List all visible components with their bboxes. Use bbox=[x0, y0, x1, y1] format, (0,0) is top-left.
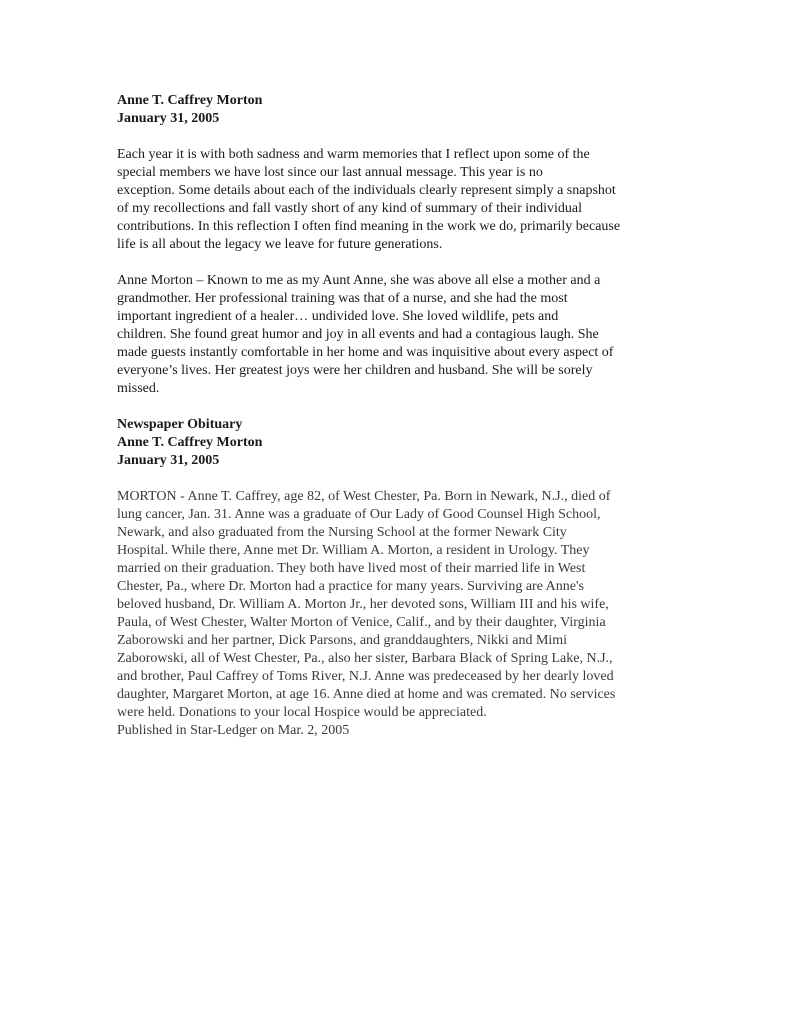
spacer bbox=[117, 398, 677, 416]
obituary-line: Hospital. While there, Anne met Dr. William A. Morton, a resident in Urology. They bbox=[117, 543, 590, 558]
intro-line: of my recollections and fall vastly short of any kind of summary of their individual bbox=[117, 201, 583, 216]
tribute-line: important ingredient of a healer… undivided love. She loved wildlife, pets and bbox=[117, 309, 559, 324]
intro-line: Each year it is with both sadness and warm memories that I reflect upon some of the bbox=[117, 147, 590, 162]
obituary-line: beloved husband, Dr. William A. Morton Jr., her devoted sons, William III and his wife, bbox=[117, 597, 609, 612]
obituary-paragraph bbox=[117, 488, 677, 722]
obituary-line: were held. Donations to your local Hospice would be appreciated. bbox=[117, 705, 487, 720]
obituary-date: January 31, 2005 bbox=[117, 453, 220, 468]
obituary-line: and brother, Paul Caffrey of Toms River, N.J. Anne was predeceased by her dearly loved bbox=[117, 669, 614, 684]
obituary-line: MORTON - Anne T. Caffrey, age 82, of West Chester, Pa. Born in Newark, N.J., died of bbox=[117, 489, 611, 504]
tribute-line: made guests instantly comfortable in her home and was inquisitive about every aspect of bbox=[117, 345, 614, 360]
intro-line: special members we have lost since our last annual message. This year is no bbox=[117, 165, 543, 180]
obituary-line: daughter, Margaret Morton, at age 16. Anne died at home and was cremated. No services bbox=[117, 687, 616, 702]
obituary-line: Newark, and also graduated from the Nursing School at the former Newark City bbox=[117, 525, 567, 540]
obituary-line: lung cancer, Jan. 31. Anne was a graduate of Our Lady of Good Counsel High School, bbox=[117, 507, 601, 522]
obituary-line: married on their graduation. They both have lived most of their married life in West bbox=[117, 561, 586, 576]
spacer bbox=[117, 128, 677, 146]
obituary-line: Zaborowski and her partner, Dick Parsons, and granddaughters, Nikki and Mimi bbox=[117, 633, 568, 648]
tribute-line: children. She found great humor and joy in all events and had a contagious laugh. She bbox=[117, 327, 599, 342]
document-page bbox=[117, 92, 677, 740]
spacer bbox=[117, 470, 677, 488]
obituary-label: Newspaper Obituary bbox=[117, 417, 243, 432]
published-note: Published in Star-Ledger on Mar. 2, 2005 bbox=[117, 723, 350, 738]
header-date: January 31, 2005 bbox=[117, 111, 220, 126]
tribute-line: everyone’s lives. Her greatest joys were her children and husband. She will be sorely bbox=[117, 363, 593, 378]
obituary-line: Zaborowski, all of West Chester, Pa., also her sister, Barbara Black of Spring Lake, N.J., bbox=[117, 651, 613, 666]
obituary-name: Anne T. Caffrey Morton bbox=[117, 435, 263, 450]
obituary-line: Paula, of West Chester, Walter Morton of Venice, Calif., and by their daughter, Virginia bbox=[117, 615, 606, 630]
spacer bbox=[117, 254, 677, 272]
tribute-line: grandmother. Her professional training was that of a nurse, and she had the most bbox=[117, 291, 568, 306]
tribute-line: missed. bbox=[117, 381, 160, 396]
intro-line: exception. Some details about each of the individuals clearly represent simply a snapshot bbox=[117, 183, 616, 198]
obituary-line: Chester, Pa., where Dr. Morton had a practice for many years. Surviving are Anne's bbox=[117, 579, 584, 594]
intro-paragraph bbox=[117, 146, 677, 254]
tribute-line: Anne Morton – Known to me as my Aunt Anne, she was above all else a mother and a bbox=[117, 273, 601, 288]
intro-line: life is all about the legacy we leave for future generations. bbox=[117, 237, 443, 252]
header-name: Anne T. Caffrey Morton bbox=[117, 93, 263, 108]
tribute-paragraph bbox=[117, 272, 677, 398]
intro-line: contributions. In this reflection I often find meaning in the work we do, primarily because bbox=[117, 219, 621, 234]
